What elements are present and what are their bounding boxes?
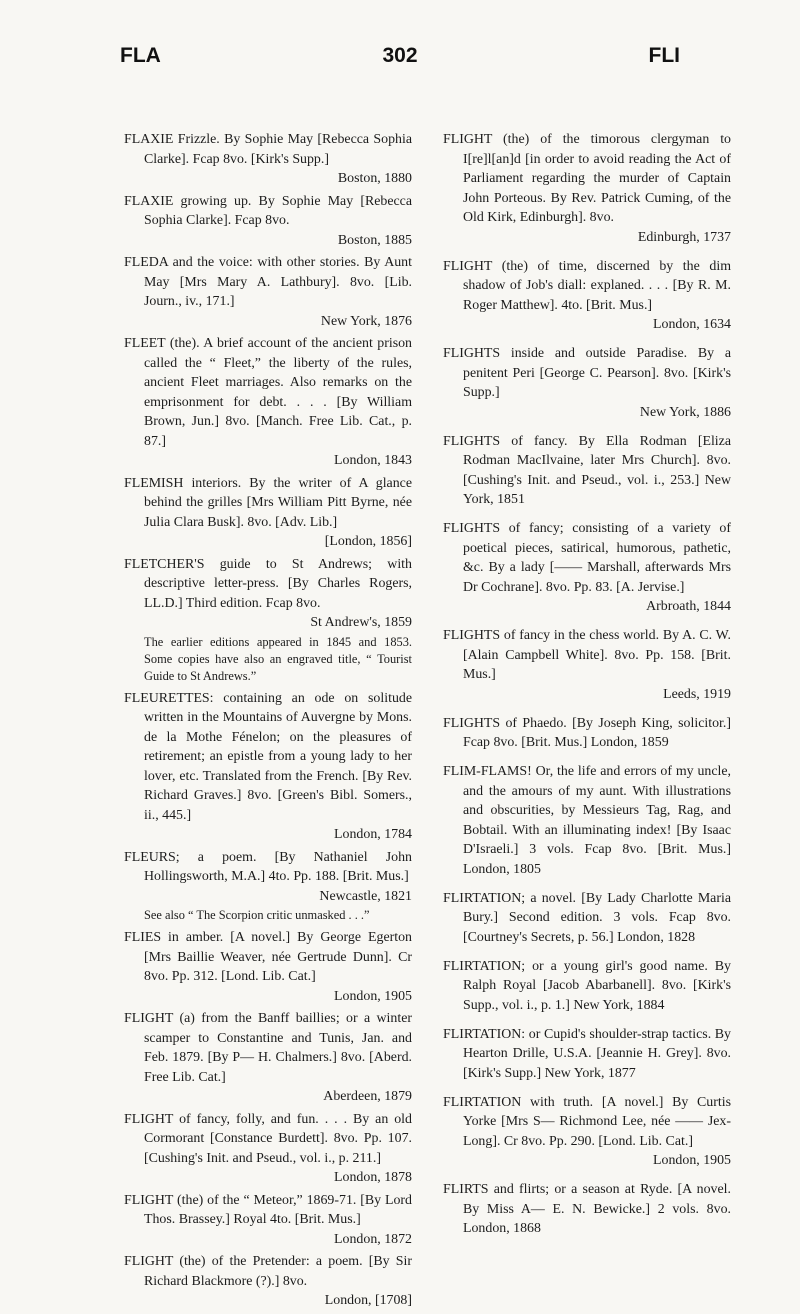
entry-text: FLEMISH interiors. By the writer of A glance behind the grilles [Mrs William Pitt Byrne, née Julia Clara Busk]. 8vo. [Adv. Lib.] (124, 475, 412, 530)
entry-text: FLIRTATION: or Cupid's shoulder-strap tactics. By Hearton Drille, U.S.A. [Jeannie H. Grey]. 8vo. [Kirk's Supp.] New York, 1877 (443, 1026, 731, 1081)
entry-text: FLIGHTS inside and outside Paradise. By a penitent Peri [George C. Pearson]. 8vo. [Kirk's Supp.] (443, 346, 731, 400)
entry-imprint: London, [1708] (324, 1293, 412, 1308)
entry-text: FLIRTATION; or a young girl's good name. By Ralph Royal [Jacob Abarbanell]. 8vo. [Kirk's Supp., vol. i., p. 1.] New York, 1884 (443, 958, 731, 1013)
bibliography-entry (124, 253, 412, 331)
entry-imprint: Leeds, 1919 (663, 686, 731, 702)
entry-imprint: Newcastle, 1821 (319, 888, 412, 904)
entry-text: FLEURS; a poem. [By Nathaniel John Hollingsworth, M.A.] 4to. Pp. 188. [Brit. Mus.] (124, 849, 412, 884)
bibliography-entry (443, 1180, 731, 1239)
entry-text: FLIGHTS of fancy; consisting of a variety of poetical pieces, satirical, humorous, pathetic, &c. By a lady [—— Marshall, afterwards Mrs Dr Cochrane]. 8vo. Pp. 83. [A. Jervise.] (443, 521, 731, 595)
bibliography-entry (443, 762, 731, 879)
entry-text: FLEET (the). A brief account of the ancient prison called the “ Fleet,” the liberty of the rules, ancient Fleet marriages. Also remarks on the emprisonment for debt. . . . [By William Brown, Jun.] 8vo. [Manch. Free Lib. Cat., p. 87.] (124, 336, 412, 449)
entry-imprint: New York, 1876 (320, 313, 412, 329)
entry-imprint: London, 1634 (653, 317, 731, 332)
bibliography-entry (443, 889, 731, 948)
bibliography-entry (443, 130, 731, 247)
entry-text: FLEURETTES: containing an ode on solitude written in the Mountains of Auvergne by Mons. de la Mothe Fénelon; on the pleasures of retirement; an epistle from a young lady to her lover, etc. Translated from the French. [By Rev. Richard Graves.] 8vo. [Green's Bibl. Somers., ii., 445.] (124, 690, 412, 823)
entry-note: See also “ The Scorpion critic unmasked . . .” (144, 908, 370, 922)
entry-text: FLAXIE growing up. By Sophie May [Rebecca Sophia Clarke]. Fcap 8vo. (124, 193, 412, 228)
entry-text: FLIES in amber. [A novel.] By George Egerton [Mrs Baillie Weaver, née Gertrude Dunn]. Cr 8vo. Pp. 312. [Lond. Lib. Cat.] (124, 930, 412, 984)
running-header (0, 44, 800, 74)
header-left-guide-word: FLA (120, 44, 161, 67)
entry-imprint: [London, 1856] (324, 534, 412, 549)
entry-imprint: Aberdeen, 1879 (323, 1089, 412, 1104)
entry-imprint: London, 1872 (334, 1231, 412, 1247)
entry-imprint: Boston, 1880 (337, 171, 412, 186)
left-column (124, 130, 412, 1314)
bibliography-entry (124, 192, 412, 251)
entry-imprint: London, 1905 (334, 988, 412, 1004)
entry-imprint: London, 1784 (334, 827, 412, 842)
bibliography-entry (443, 344, 731, 422)
bibliography-entry (443, 432, 731, 510)
entry-text: FLIRTS and flirts; or a season at Ryde. [A novel. By Miss A— E. N. Bewicke.] 2 vols. 8vo. London, 1868 (443, 1182, 731, 1236)
bibliography-entry (124, 1110, 412, 1188)
page-number: 302 (382, 44, 418, 67)
bibliography-entry (443, 257, 731, 335)
entry-imprint: St Andrew's, 1859 (310, 615, 412, 630)
entry-text: FLIGHT (the) of the Pretender: a poem. [By Sir Richard Blackmore (?).] 8vo. (124, 1254, 412, 1289)
bibliography-entry (124, 130, 412, 189)
right-column (443, 130, 731, 1248)
entry-imprint: London, 1843 (334, 453, 412, 468)
bibliography-entry (124, 848, 412, 907)
bibliography-entry (124, 474, 412, 552)
bibliography-entry (443, 1025, 731, 1084)
entry-text: FLIGHTS of Phaedo. [By Joseph King, solicitor.] Fcap 8vo. [Brit. Mus.] London, 1859 (443, 715, 731, 750)
entry-text: FLIGHT (the) of time, discerned by the dim shadow of Job's diall: explaned. . . . [By R. M. Roger Matthew]. 4to. [Brit. Mus.] (443, 258, 731, 313)
entry-text: FLIM-FLAMS! Or, the life and errors of my uncle, and the amours of my aunt. With illustrations and obscurities, by Messieurs Tag, Rag, and Bobtail. With an illuminating index! [By Isaac D'Israeli.] 3 vols. Fcap 8vo. [Brit. Mus.] London, 1805 (443, 764, 731, 877)
entry-imprint: New York, 1886 (639, 404, 731, 420)
entry-text: FLIGHT (the) of the “ Meteor,” 1869-71. [By Lord Thos. Brassey.] Royal 4to. [Brit. Mus.] (124, 1192, 412, 1227)
bibliography-entry (124, 334, 412, 471)
entry-text: FLIGHTS of fancy in the chess world. By A. C. W. [Alain Campbell White]. 8vo. Pp. 158. [Brit. Mus.] (443, 628, 731, 682)
entry-text: FLIRTATION with truth. [A novel.] By Curtis Yorke [Mrs S— Richmond Lee, née —— Jex-Long]. Cr 8vo. Pp. 290. [Lond. Lib. Cat.] (443, 1094, 731, 1149)
entry-text: FLIGHT of fancy, folly, and fun. . . . By an old Cormorant [Constance Burdett]. 8vo. Pp. 107. [Cushing's Init. and Pseud., vol. i., p. 211.] (124, 1111, 412, 1166)
bibliography-entry (443, 519, 731, 617)
entry-imprint: Edinburgh, 1737 (637, 229, 731, 245)
entry-text: FLEDA and the voice: with other stories. By Aunt May [Mrs Mary A. Lathbury]. 8vo. [Lib. Journ., iv., 171.] (124, 255, 412, 309)
entry-text: FLIRTATION; a novel. [By Lady Charlotte Maria Bury.] Second edition. 3 vols. Fcap 8vo. [Courtney's Secrets, p. 56.] London, 1828 (443, 890, 731, 945)
bibliography-entry (124, 1009, 412, 1107)
entry-imprint: Arbroath, 1844 (646, 599, 731, 614)
entry-note: The earlier editions appeared in 1845 and 1853. Some copies have also an engraved title, “ Tourist Guide to St Andrews.” (144, 634, 412, 683)
entry-text: FLETCHER'S guide to St Andrews; with descriptive letter-press. [By Charles Rogers, LL.D.] Third edition. Fcap 8vo. (124, 556, 412, 611)
entry-text: FLIGHT (the) of the timorous clergyman to I[re]l[an]d [in order to avoid reading the Act of Parliament regarding the murder of Captain John Porteous. By Rev. Patrick Cuming, of the Old Kirk, Edinburgh]. 8vo. (443, 132, 731, 225)
bibliography-entry (124, 1191, 412, 1250)
entry-text: FLIGHT (a) from the Banff baillies; or a winter scamper to Constantine and Tunis, Jan. and Feb. 1879. [By P— H. Chalmers.] 8vo. [Aberd. Free Lib. Cat.] (124, 1011, 412, 1085)
bibliography-entry (124, 555, 412, 633)
bibliography-entry (443, 714, 731, 753)
bibliography-entry (443, 626, 731, 704)
bibliography-entry (443, 1093, 731, 1171)
entry-imprint: Boston, 1885 (337, 232, 412, 248)
entry-imprint: London, 1878 (334, 1170, 412, 1185)
bibliography-entry (124, 689, 412, 845)
entry-text: FLIGHTS of fancy. By Ella Rodman [Eliza Rodman MacIlvaine, later Mrs Church]. 8vo. [Cushing's Init. and Pseud., vol. i., 253.] New York, 1851 (443, 433, 731, 507)
bibliography-entry (443, 957, 731, 1016)
entry-text: FLAXIE Frizzle. By Sophie May [Rebecca Sophia Clarke]. Fcap 8vo. [Kirk's Supp.] (124, 132, 412, 167)
entry-imprint: London, 1905 (653, 1153, 731, 1168)
bibliography-entry (124, 928, 412, 1006)
header-right-guide-word: FLI (648, 44, 680, 67)
bibliography-entry (124, 1252, 412, 1311)
